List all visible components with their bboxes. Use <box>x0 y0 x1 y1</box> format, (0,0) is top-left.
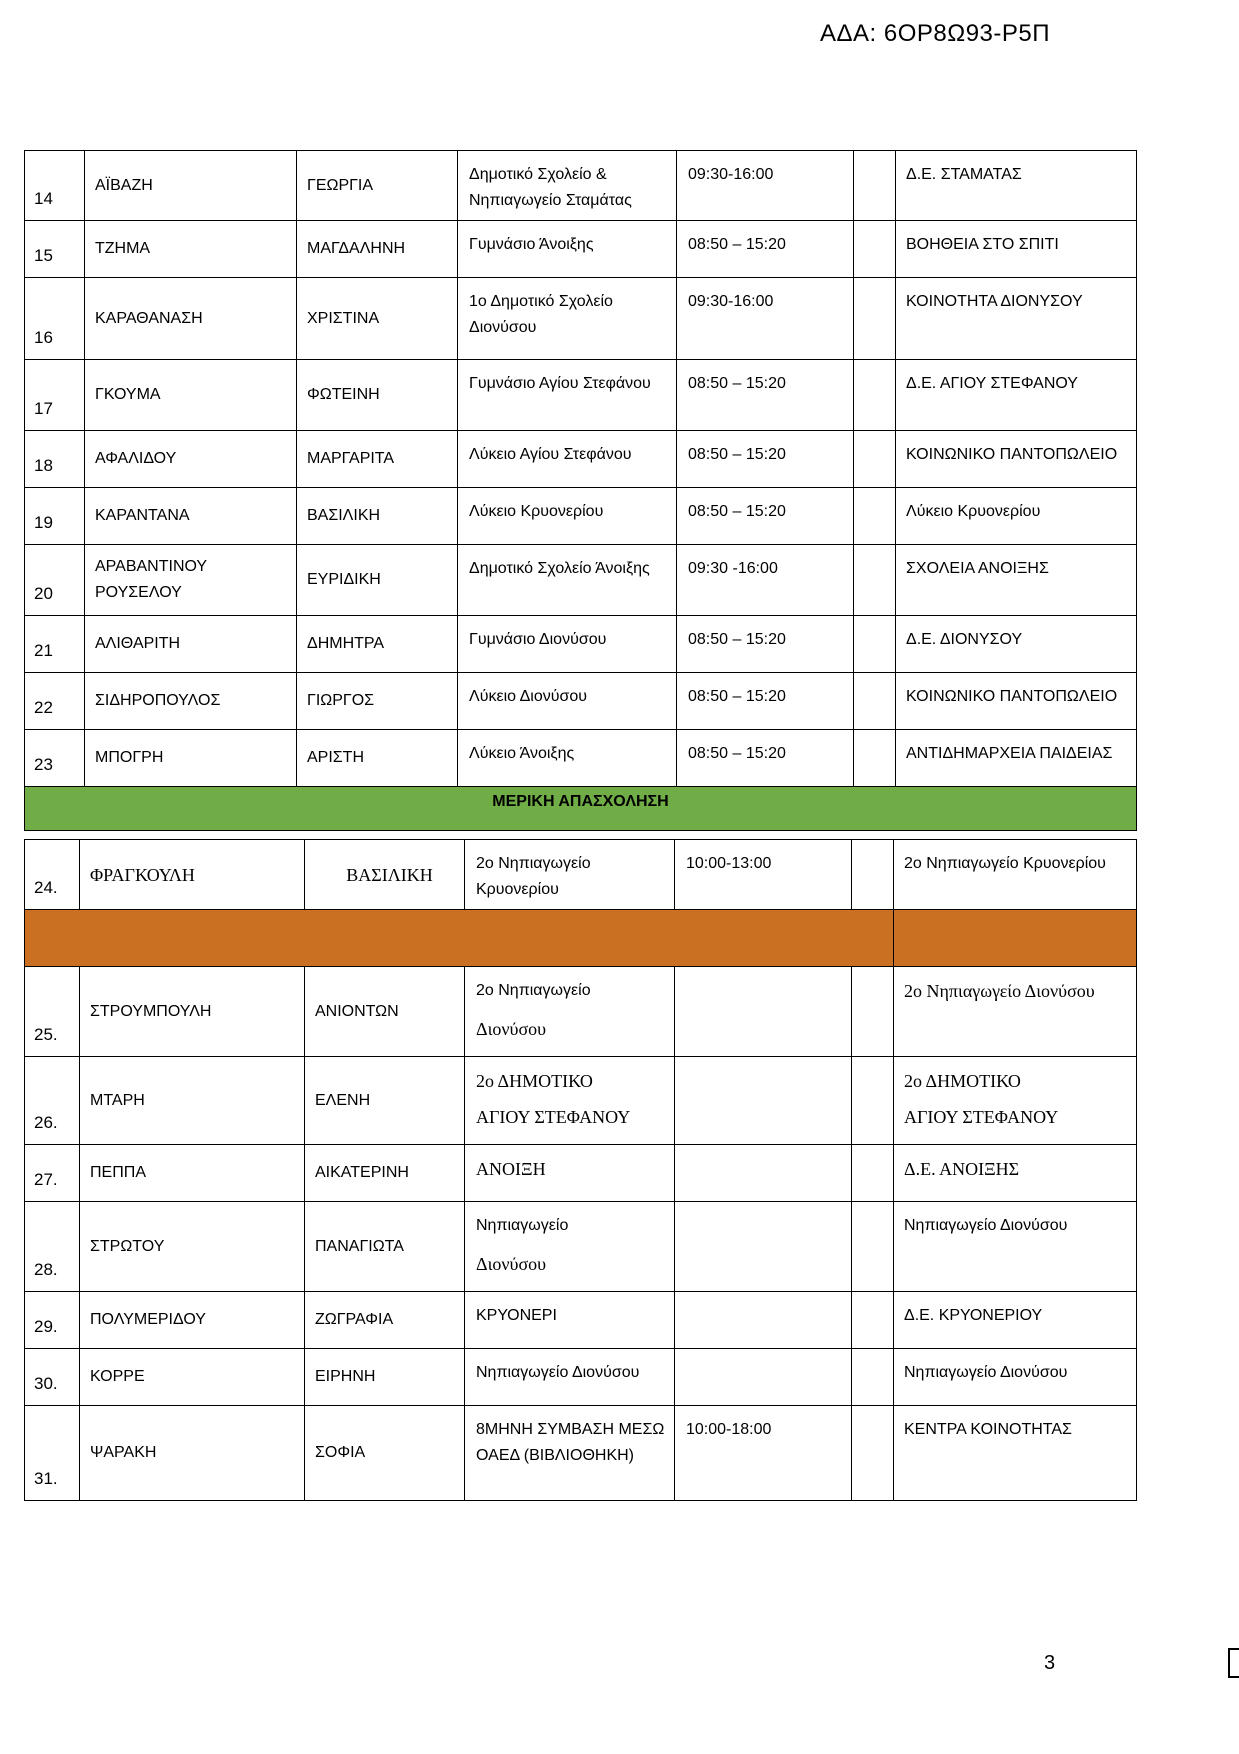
row-number: 24. <box>25 840 80 910</box>
table-row <box>25 673 1137 730</box>
hours-cell: 08:50 – 15:20 <box>677 488 854 545</box>
service-line-1: Νηπιαγωγείο Διονύσου <box>904 1364 1068 1381</box>
table-row <box>25 360 1137 431</box>
blank-cell <box>854 278 896 360</box>
blank-cell <box>852 1292 894 1349</box>
school-line-1: ΚΡΥΟΝΕΡΙ <box>476 1307 557 1324</box>
blank-cell <box>854 221 896 278</box>
first-name-cell: ΒΑΣΙΛΙΚΗ <box>297 488 458 545</box>
service-cell <box>894 1406 1137 1501</box>
school-cell: Δημοτικό Σχολείο Άνοιξης <box>458 545 677 616</box>
school-line-1: ΑΝΟΙΞΗ <box>476 1159 546 1179</box>
section-header-row <box>25 787 1137 831</box>
school-line-1: 2ο ΔΗΜΟΤΙΚΟ <box>476 1071 593 1091</box>
table-row <box>25 1145 1137 1202</box>
table-row <box>25 151 1137 221</box>
school-cell: Δημοτικό Σχολείο & Νηπιαγωγείο Σταμάτας <box>458 151 677 221</box>
hours-cell <box>675 1292 852 1349</box>
table-row <box>25 1057 1137 1145</box>
row-number: 17 <box>25 360 85 431</box>
surname-cell: ΨΑΡΑΚΗ <box>80 1406 305 1501</box>
row-number: 26. <box>25 1057 80 1145</box>
table-row <box>25 488 1137 545</box>
service-cell <box>894 1057 1137 1145</box>
blank-cell <box>854 730 896 787</box>
service-cell: Δ.Ε. ΣΤΑΜΑΤΑΣ <box>896 151 1137 221</box>
school-line-2: ΑΓΙΟΥ ΣΤΕΦΑΝΟΥ <box>476 1107 631 1127</box>
school-cell: Λύκειο Διονύσου <box>458 673 677 730</box>
hours-cell: 10:00-18:00 <box>675 1406 852 1501</box>
service-line-1: Δ.Ε. ΚΡΥΟΝΕΡΙΟΥ <box>904 1307 1043 1324</box>
first-name-cell: ΔΗΜΗΤΡΑ <box>297 616 458 673</box>
corner-mark <box>1228 1648 1239 1678</box>
first-name-cell: ΕΛΕΝΗ <box>305 1057 465 1145</box>
blank-cell <box>854 488 896 545</box>
blank-cell <box>852 1202 894 1292</box>
school-cell: 1ο Δημοτικό Σχολείο Διονύσου <box>458 278 677 360</box>
surname-cell: ΣΤΡΩΤΟΥ <box>80 1202 305 1292</box>
service-line-1: 2ο Νηπιαγωγείο Διονύσου <box>904 981 1095 1001</box>
surname-cell: ΑΦΑΛΙΔΟΥ <box>85 431 297 488</box>
blank-cell <box>854 545 896 616</box>
row-number: 16 <box>25 278 85 360</box>
blank-cell <box>852 1057 894 1145</box>
first-name-cell: ΑΡΙΣΤΗ <box>297 730 458 787</box>
first-name-cell: ΖΩΓΡΑΦΙΑ <box>305 1292 465 1349</box>
service-cell: Λύκειο Κρυονερίου <box>896 488 1137 545</box>
table-row <box>25 616 1137 673</box>
row-number: 22 <box>25 673 85 730</box>
orange-band-cell <box>25 910 894 967</box>
table-row <box>25 1202 1137 1292</box>
hours-cell: 09:30-16:00 <box>677 278 854 360</box>
table-row <box>25 840 1137 910</box>
school-cell: 2ο Νηπιαγωγείο Κρυονερίου <box>465 840 675 910</box>
service-cell: ΚΟΙΝΩΝΙΚΟ ΠΑΝΤΟΠΩΛΕΙΟ <box>896 431 1137 488</box>
surname-cell: ΤΖΗΜΑ <box>85 221 297 278</box>
section-header-part-time: ΜΕΡΙΚΗ ΑΠΑΣΧΟΛΗΣΗ <box>25 787 1137 831</box>
hours-cell <box>675 1202 852 1292</box>
hours-cell <box>675 967 852 1057</box>
row-number: 31. <box>25 1406 80 1501</box>
service-cell: ΚΟΙΝΟΤΗΤΑ ΔΙΟΝΥΣΟΥ <box>896 278 1137 360</box>
school-line-1: Νηπιαγωγείο Διονύσου <box>476 1364 640 1381</box>
first-name-cell: ΓΙΩΡΓΟΣ <box>297 673 458 730</box>
row-number: 28. <box>25 1202 80 1292</box>
staff-table-full-time <box>24 150 1137 831</box>
school-line-2: Διονύσου <box>476 1254 547 1274</box>
hours-cell: 08:50 – 15:20 <box>677 673 854 730</box>
row-number: 27. <box>25 1145 80 1202</box>
school-cell <box>465 1057 675 1145</box>
surname-cell: ΚΑΡΑΘΑΝΑΣΗ <box>85 278 297 360</box>
service-cell <box>894 1349 1137 1406</box>
surname-cell: ΦΡΑΓΚΟΥΛΗ <box>80 840 305 910</box>
orange-band-row <box>25 910 1137 967</box>
service-cell: Δ.Ε. ΔΙΟΝΥΣΟΥ <box>896 616 1137 673</box>
blank-cell <box>854 673 896 730</box>
table-row <box>25 278 1137 360</box>
blank-cell <box>852 967 894 1057</box>
school-cell <box>465 1202 675 1292</box>
table-row <box>25 545 1137 616</box>
hours-cell: 08:50 – 15:20 <box>677 730 854 787</box>
blank-cell <box>852 1406 894 1501</box>
school-line-1: Νηπιαγωγείο <box>476 1217 569 1234</box>
first-name-cell: ΧΡΙΣΤΙΝΑ <box>297 278 458 360</box>
row-number: 14 <box>25 151 85 221</box>
row-number: 30. <box>25 1349 80 1406</box>
service-line-1: ΚΕΝΤΡΑ ΚΟΙΝΟΤΗΤΑΣ <box>904 1421 1072 1438</box>
table-row <box>25 1406 1137 1501</box>
surname-cell: ΜΠΟΓΡΗ <box>85 730 297 787</box>
blank-cell <box>852 840 894 910</box>
row-number: 29. <box>25 1292 80 1349</box>
surname-cell: ΓΚΟΥΜΑ <box>85 360 297 431</box>
school-cell: Λύκειο Κρυονερίου <box>458 488 677 545</box>
school-cell: Λύκειο Αγίου Στεφάνου <box>458 431 677 488</box>
table-row <box>25 431 1137 488</box>
service-line-1: 2ο ΔΗΜΟΤΙΚΟ <box>904 1071 1021 1091</box>
blank-cell <box>854 360 896 431</box>
first-name-cell: ΕΥΡΙΔΙΚΗ <box>297 545 458 616</box>
row-number: 20 <box>25 545 85 616</box>
row-number: 21 <box>25 616 85 673</box>
service-cell <box>894 1202 1137 1292</box>
hours-cell: 10:00-13:00 <box>675 840 852 910</box>
first-name-cell: ΜΑΡΓΑΡΙΤΑ <box>297 431 458 488</box>
school-cell: Γυμνάσιο Άνοιξης <box>458 221 677 278</box>
table-row <box>25 221 1137 278</box>
service-line-1: Νηπιαγωγείο Διονύσου <box>904 1217 1068 1234</box>
orange-band-cell <box>894 910 1137 967</box>
first-name-cell: ΑΙΚΑΤΕΡΙΝΗ <box>305 1145 465 1202</box>
service-cell <box>894 1145 1137 1202</box>
school-cell <box>465 1349 675 1406</box>
blank-cell <box>854 151 896 221</box>
surname-cell: ΑΡΑΒΑΝΤΙΝΟΥ ΡΟΥΣΕΛΟΥ <box>85 545 297 616</box>
first-name-cell: ΓΕΩΡΓΙΑ <box>297 151 458 221</box>
hours-cell: 08:50 – 15:20 <box>677 221 854 278</box>
school-line-2: Διονύσου <box>476 1019 547 1039</box>
school-line-1: 2ο Νηπιαγωγείο <box>476 982 591 999</box>
table-row <box>25 1349 1137 1406</box>
row-number: 23 <box>25 730 85 787</box>
service-cell: ΑΝΤΙΔΗΜΑΡΧΕΙΑ ΠΑΙΔΕΙΑΣ <box>896 730 1137 787</box>
first-name-cell: ΕΙΡΗΝΗ <box>305 1349 465 1406</box>
row-number: 15 <box>25 221 85 278</box>
surname-cell: ΜΤΑΡΗ <box>80 1057 305 1145</box>
row-number: 18 <box>25 431 85 488</box>
surname-cell: ΚΟΡΡΕ <box>80 1349 305 1406</box>
school-cell: Λύκειο Άνοιξης <box>458 730 677 787</box>
school-cell <box>465 1406 675 1501</box>
service-cell: Δ.Ε. ΑΓΙΟΥ ΣΤΕΦΑΝΟΥ <box>896 360 1137 431</box>
school-cell <box>465 967 675 1057</box>
table-row <box>25 967 1137 1057</box>
school-cell: Γυμνάσιο Διονύσου <box>458 616 677 673</box>
hours-cell: 08:50 – 15:20 <box>677 360 854 431</box>
surname-cell: ΠΟΛΥΜΕΡΙΔΟΥ <box>80 1292 305 1349</box>
service-cell: ΒΟΗΘΕΙΑ ΣΤΟ ΣΠΙΤΙ <box>896 221 1137 278</box>
school-cell: Γυμνάσιο Αγίου Στεφάνου <box>458 360 677 431</box>
hours-cell: 09:30-16:00 <box>677 151 854 221</box>
service-cell: ΚΟΙΝΩΝΙΚΟ ΠΑΝΤΟΠΩΛΕΙΟ <box>896 673 1137 730</box>
hours-cell: 08:50 – 15:20 <box>677 431 854 488</box>
school-line-1: 8ΜΗΝΗ ΣΥΜΒΑΣΗ ΜΕΣΩ ΟΑΕΔ (ΒΙΒΛΙΟΘΗΚΗ) <box>476 1421 665 1464</box>
service-cell: ΣΧΟΛΕΙΑ ΑΝΟΙΞΗΣ <box>896 545 1137 616</box>
hours-cell: 09:30 -16:00 <box>677 545 854 616</box>
surname-cell: ΑΛΙΘΑΡΙΤΗ <box>85 616 297 673</box>
service-line-1: Δ.Ε. ΑΝΟΙΞΗΣ <box>904 1159 1020 1179</box>
surname-cell: ΣΤΡΟΥΜΠΟΥΛΗ <box>80 967 305 1057</box>
first-name-cell: ΣΟΦΙΑ <box>305 1406 465 1501</box>
hours-cell: 08:50 – 15:20 <box>677 616 854 673</box>
first-name-cell: ΑΝΙΟΝΤΩΝ <box>305 967 465 1057</box>
first-name-cell: ΜΑΓΔΑΛΗΝΗ <box>297 221 458 278</box>
service-line-2: ΑΓΙΟΥ ΣΤΕΦΑΝΟΥ <box>904 1107 1059 1127</box>
ada-document-code: ΑΔΑ: 6ΟΡ8Ω93-Ρ5Π <box>820 20 1051 47</box>
service-cell: 2ο Νηπιαγωγείο Κρυονερίου <box>894 840 1137 910</box>
first-name-cell: ΒΑΣΙΛΙΚΗ <box>305 840 465 910</box>
blank-cell <box>852 1349 894 1406</box>
surname-cell: ΣΙΔΗΡΟΠΟΥΛΟΣ <box>85 673 297 730</box>
surname-cell: ΠΕΠΠΑ <box>80 1145 305 1202</box>
surname-cell: ΚΑΡΑΝΤΑΝΑ <box>85 488 297 545</box>
table-row <box>25 1292 1137 1349</box>
school-cell <box>465 1145 675 1202</box>
first-name-cell: ΠΑΝΑΓΙΩΤΑ <box>305 1202 465 1292</box>
surname-cell: ΑΪΒΑΖΗ <box>85 151 297 221</box>
table-row <box>25 730 1137 787</box>
blank-cell <box>854 431 896 488</box>
staff-table-part-time <box>24 839 1137 1501</box>
blank-cell <box>854 616 896 673</box>
page-number: 3 <box>1044 1652 1056 1674</box>
first-name-cell: ΦΩΤΕΙΝΗ <box>297 360 458 431</box>
blank-cell <box>852 1145 894 1202</box>
service-cell <box>894 1292 1137 1349</box>
hours-cell <box>675 1145 852 1202</box>
hours-cell <box>675 1057 852 1145</box>
hours-cell <box>675 1349 852 1406</box>
service-cell <box>894 967 1137 1057</box>
row-number: 19 <box>25 488 85 545</box>
school-cell <box>465 1292 675 1349</box>
row-number: 25. <box>25 967 80 1057</box>
